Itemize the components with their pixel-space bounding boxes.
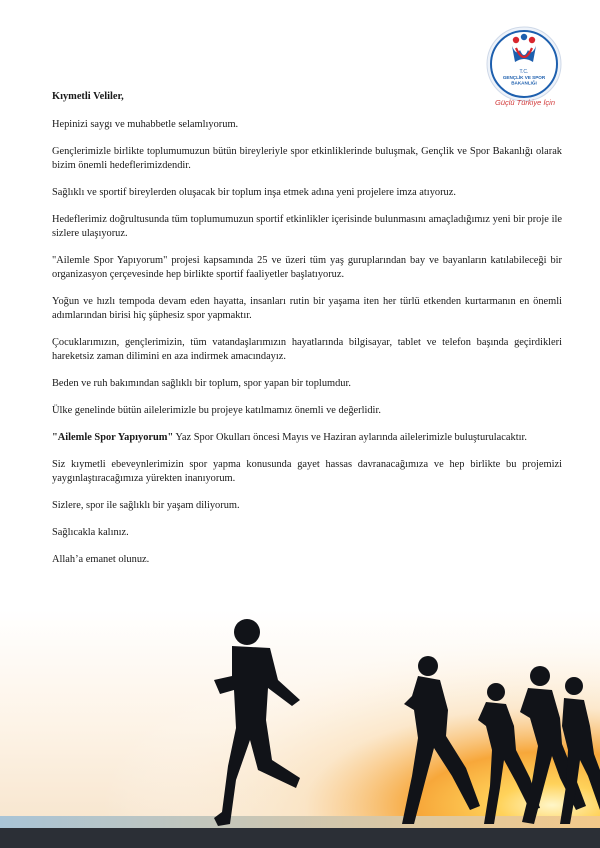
project-paragraph <box>52 431 562 445</box>
project-name: "Ailemle Spor Yapıyorum" <box>52 432 174 443</box>
letter-body <box>52 90 562 580</box>
logo-line3: BAKANLIĞI <box>511 80 537 86</box>
paragraph: Gençlerimizle birlikte toplumumuzun bütün bireyleriyle spor etkinliklerinde buluşmak, Gençlik ve Spor Bakanlığı olarak bizim önemli hedeflerimizdendir. <box>52 146 562 171</box>
paragraph: Yoğun ve hızlı tempoda devam eden hayatta, insanları rutin bir yaşama iten her türlü etkenden kurtarmanın en önemli adımlarından birisi hiç şüphesiz spor yapmaktır. <box>52 296 562 321</box>
paragraph: Hepinizi saygı ve muhabbetle selamlıyorum. <box>52 119 239 130</box>
project-text: Yaz Spor Okulları öncesi Mayıs ve Haziran aylarında ailelerimizle buluşturulacaktır. <box>173 432 527 443</box>
logo-line2: GENÇLİK VE SPOR <box>502 75 546 80</box>
paragraph: Çocuklarımızın, gençlerimizin, tüm vatandaşlarımızın hayatlarında bilgisayar, tablet ve telefon başında geçirdikleri hareketsiz zaman dilimini en aza indirmek amacındayız. <box>52 337 562 362</box>
paragraph: Hedeflerimiz doğrultusunda tüm toplumumuzun sportif etkinlikler içerisinde bulunmasını amaçladığımız yeni bir proje ile sizlere ulaşıyoruz. <box>52 214 562 239</box>
paragraph: Allah’a emanet olunuz. <box>52 554 150 565</box>
paragraph: Siz kıymetli ebeveynlerimizin spor yapma konusunda gayet hassas davranacağımıza ve hep birlikte bu projemizi yaygınlaştıracağımıza yürekten inanıyorum. <box>52 459 562 484</box>
paragraph: Sizlere, spor ile sağlıklı bir yaşam diliyorum. <box>52 500 240 511</box>
paragraph: Ülke genelinde bütün ailelerimizle bu projeye katılmamız önemli ve değerlidir. <box>52 405 381 416</box>
paragraph: "Ailemle Spor Yapıyorum" projesi kapsamında 25 ve üzeri tüm yaş guruplarından bay ve bayanların katılabileceği bir organizasyon çerçevesinde hep birlikte sportif faaliyetler başlatıyoruz. <box>52 255 562 280</box>
salutation: Kıymetli Veliler, <box>52 91 124 102</box>
logo-slogan: Güçlü Türkiye İçin <box>494 98 556 107</box>
paragraph: Sağlıcakla kalınız. <box>52 527 129 538</box>
logo-line1: T.C. <box>519 69 529 75</box>
runners-silhouette-image <box>0 610 600 848</box>
paragraph: Sağlıklı ve sportif bireylerden oluşacak bir toplum inşa etmek adına yeni projelere imza atıyoruz. <box>52 187 456 198</box>
paragraph: Beden ve ruh bakımından sağlıklı bir toplum, spor yapan bir toplumdur. <box>52 378 351 389</box>
